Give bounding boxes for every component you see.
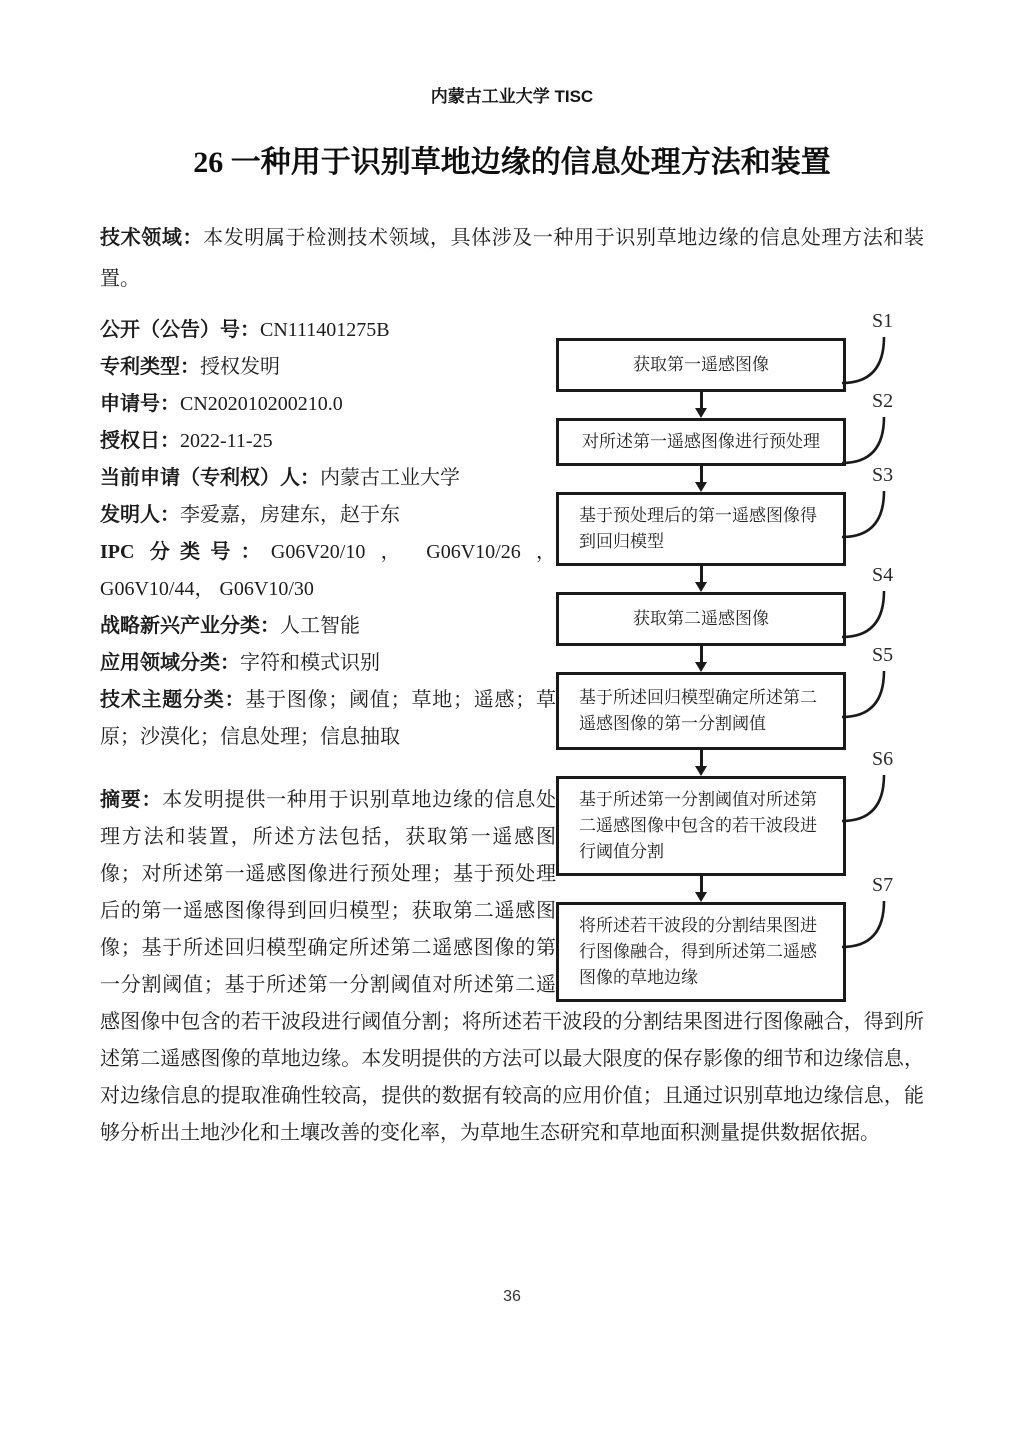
flowchart-box-s5 [556, 672, 846, 750]
step-connector-curve-icon [841, 335, 887, 385]
document-header: 内蒙古工业大学 TISC [430, 87, 594, 106]
step-connector-curve-icon [841, 899, 887, 949]
flowchart-box-text: 获取第二遥感图像 [633, 609, 769, 628]
flowchart-box-text: 基于所述回归模型确定所述第二遥感图像的第一分割阈值 [579, 688, 817, 733]
down-arrow-icon [556, 466, 846, 492]
metadata-value: 字符和模式识别 [240, 652, 380, 674]
flowchart-box-s6 [556, 776, 846, 876]
metadata-value: 基于图像；阈值；草地；遥感；草原；沙漠化；信息处理；信息抽取 [100, 689, 557, 748]
flowchart [556, 312, 924, 1002]
flowchart-box-text: 将所述若干波段的分割结果图进行图像融合，得到所述第二遥感图像的草地边缘 [579, 916, 817, 987]
metadata-value: CN111401275B [260, 319, 390, 341]
flowchart-step-s3 [556, 464, 894, 566]
step-connector-curve-icon [841, 669, 887, 719]
flowchart-step-s6 [556, 748, 894, 876]
page-title: 26 一种用于识别草地边缘的信息处理方法和装置 [193, 146, 831, 179]
step-label-s2: S2 [872, 390, 894, 412]
flowchart-box-text: 对所述第一遥感图像进行预处理 [582, 432, 820, 451]
step-label-s1: S1 [872, 310, 894, 332]
flowchart-box-text: 获取第一遥感图像 [633, 355, 769, 374]
metadata-value: CN202010200210.0 [180, 393, 343, 415]
flowchart-box-s7 [556, 902, 846, 1002]
down-arrow-icon [556, 750, 846, 776]
flowchart-step-s4 [556, 564, 894, 646]
metadata-label: 公开（公告）号： [100, 319, 260, 341]
metadata-value: 2022-11-25 [180, 430, 273, 452]
metadata-label: 专利类型： [100, 356, 200, 378]
flowchart-step-s7 [556, 874, 894, 1002]
down-arrow-icon [556, 646, 846, 672]
body-content [100, 312, 924, 1152]
flowchart-step-s5 [556, 644, 894, 750]
metadata-label: 应用领域分类： [100, 652, 240, 674]
step-label-s4: S4 [872, 564, 894, 586]
metadata-label: IPC 分类号： [100, 541, 271, 563]
step-connector-curve-icon [841, 415, 887, 465]
flowchart-box-s4 [556, 592, 846, 646]
metadata-value: 授权发明 [200, 356, 280, 378]
step-connector-curve-icon [841, 773, 887, 823]
metadata-value: 李爱嘉，房建东，赵于东 [180, 504, 400, 526]
flowchart-box-text: 基于预处理后的第一遥感图像得到回归模型 [579, 506, 817, 551]
step-label-s7: S7 [872, 874, 894, 896]
metadata-label: 当前申请（专利权）人： [100, 467, 320, 489]
metadata-label: 战略新兴产业分类： [100, 615, 280, 637]
tech-field-paragraph [100, 218, 924, 300]
flowchart-box-s2 [556, 418, 846, 466]
step-label-s3: S3 [872, 464, 894, 486]
metadata-label: 技术主题分类： [100, 689, 246, 711]
flowchart-box-s1 [556, 338, 846, 392]
metadata-value: G06V20/10 ， G06V10/26 ，G06V10/44， G06V10/30 [100, 541, 556, 600]
metadata-label: 发明人： [100, 504, 180, 526]
flowchart-box-s3 [556, 492, 846, 566]
abstract-label: 摘要： [100, 789, 163, 811]
abstract-text: 本发明提供一种用于识别草地边缘的信息处理方法和装置，所述方法包括，获取第一遥感图像；对所述第一遥感图像进行预处理；基于预处理后的第一遥感图像得到回归模型；获取第二遥感图像；基于所述回归模型确定所述第二遥感图像的第一分割阈值；基于所述第一分割阈值对所述第二遥感图像中包含的若干波段进行阈值分割；将所述若干波段的分割结果图进行图像融合，得到所述第二遥感图像的草地边缘。本发明提供的方法可以最大限度的保存影像的细节和边缘信息，对边缘信息的提取准确性较高，提供的数据有较高的应用价值；且通过识别草地边缘信息，能够分析出土地沙化和土壤改善的变化率，为草地生态研究和草地面积测量提供数据依据。 [100, 789, 924, 1144]
step-connector-curve-icon [841, 489, 887, 539]
step-connector-curve-icon [841, 589, 887, 639]
metadata-value: 人工智能 [280, 615, 360, 637]
flowchart-step-s2 [556, 390, 894, 466]
step-label-s6: S6 [872, 748, 894, 770]
metadata-label: 授权日： [100, 430, 180, 452]
down-arrow-icon [556, 392, 846, 418]
flowchart-box-text: 基于所述第一分割阈值对所述第二遥感图像中包含的若干波段进行阈值分割 [579, 790, 817, 861]
tech-field-label: 技术领域： [100, 227, 204, 249]
down-arrow-icon [556, 566, 846, 592]
step-label-s5: S5 [872, 644, 894, 666]
metadata-value: 内蒙古工业大学 [320, 467, 460, 489]
metadata-label: 申请号： [100, 393, 180, 415]
flowchart-step-s1 [556, 310, 894, 392]
down-arrow-icon [556, 876, 846, 902]
tech-field-text: 本发明属于检测技术领域，具体涉及一种用于识别草地边缘的信息处理方法和装置。 [100, 227, 925, 290]
page-number: 36 [503, 1288, 521, 1305]
